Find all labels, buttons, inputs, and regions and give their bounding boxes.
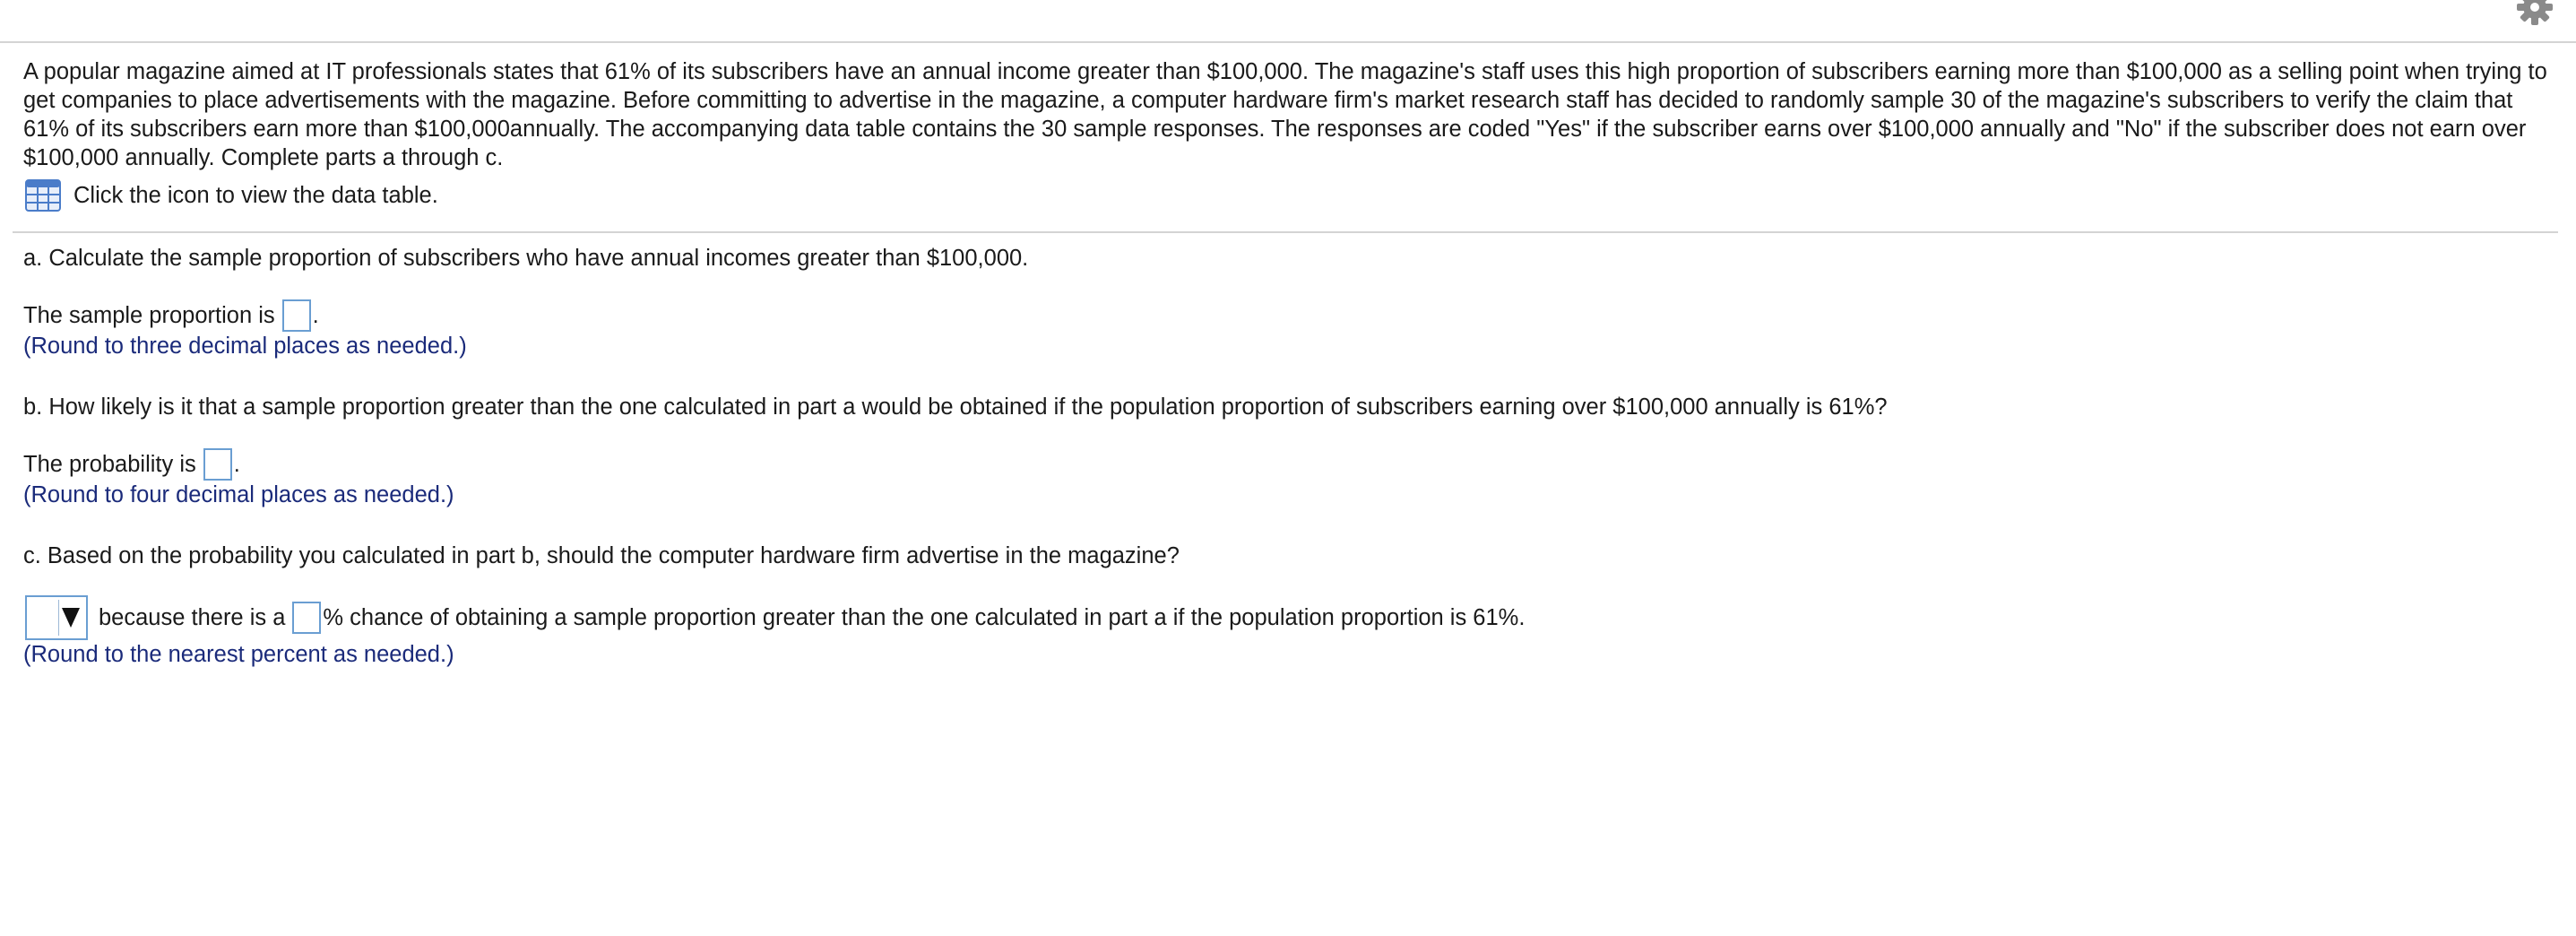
part-a-answer-line: [23, 299, 2556, 332]
part-b-answer-suffix: .: [233, 452, 240, 477]
part-c-text-end: % chance of obtaining a sample proportion greater than the one calculated in part a if the population proportion is 61%.: [323, 605, 1526, 630]
part-c-answer-line: [23, 595, 2556, 640]
part-a-answer-prefix: The sample proportion is: [23, 303, 275, 328]
part-c-text-middle: because there is a: [99, 605, 286, 630]
top-divider: [0, 41, 2576, 43]
question-content: [23, 57, 2556, 669]
part-b-hint: (Round to four decimal places as needed.): [23, 482, 454, 507]
part-c-hint: (Round to the nearest percent as needed.): [23, 642, 454, 667]
data-table-link-label[interactable]: Click the icon to view the data table.: [73, 182, 438, 208]
part-b-question: b. How likely is it that a sample proportion greater than the one calculated in part a would be obtained if the population proportion of subscribers earning over $100,000 annually is 61%?: [23, 394, 1888, 420]
data-table-icon[interactable]: [25, 179, 61, 212]
percent-chance-input[interactable]: [292, 602, 321, 634]
part-a-question: a. Calculate the sample proportion of subscribers who have annual incomes greater than $100,000.: [23, 246, 1029, 271]
part-a-answer-suffix: .: [312, 303, 319, 328]
gear-icon[interactable]: [2515, 0, 2554, 27]
chevron-down-icon: [62, 608, 80, 628]
probability-input[interactable]: [203, 448, 232, 481]
section-divider: [13, 231, 2558, 233]
advertise-dropdown[interactable]: [25, 595, 88, 640]
part-a-hint: (Round to three decimal places as needed.): [23, 334, 467, 359]
sample-proportion-input[interactable]: [282, 299, 311, 332]
part-c-question: c. Based on the probability you calculated in part b, should the computer hardware firm advertise in the magazine?: [23, 543, 1180, 568]
data-table-link[interactable]: [23, 179, 2556, 212]
problem-statement: A popular magazine aimed at IT professionals states that 61% of its subscribers have an annual income greater than $100,000. The magazine's staff uses this high proportion of subscribers earning more than $100,000 as a selling point when trying to get companies to place advertisements with the magazine. Before committing to advertise in the magazine, a computer hardware firm's market research staff has decided to randomly sample 30 of the magazine's subscribers to verify the claim that 61% of its subscribers earn more than $100,000annually. The accompanying data table contains the 30 sample responses. The responses are coded "Yes" if the subscriber earns over $100,000 annually and "No" if the subscriber does not earn over $100,000 annually. Complete parts a through c.: [23, 59, 2547, 170]
part-b-answer-prefix: The probability is: [23, 452, 196, 477]
part-b-answer-line: [23, 448, 2556, 481]
dropdown-arrow-button[interactable]: [58, 600, 82, 636]
